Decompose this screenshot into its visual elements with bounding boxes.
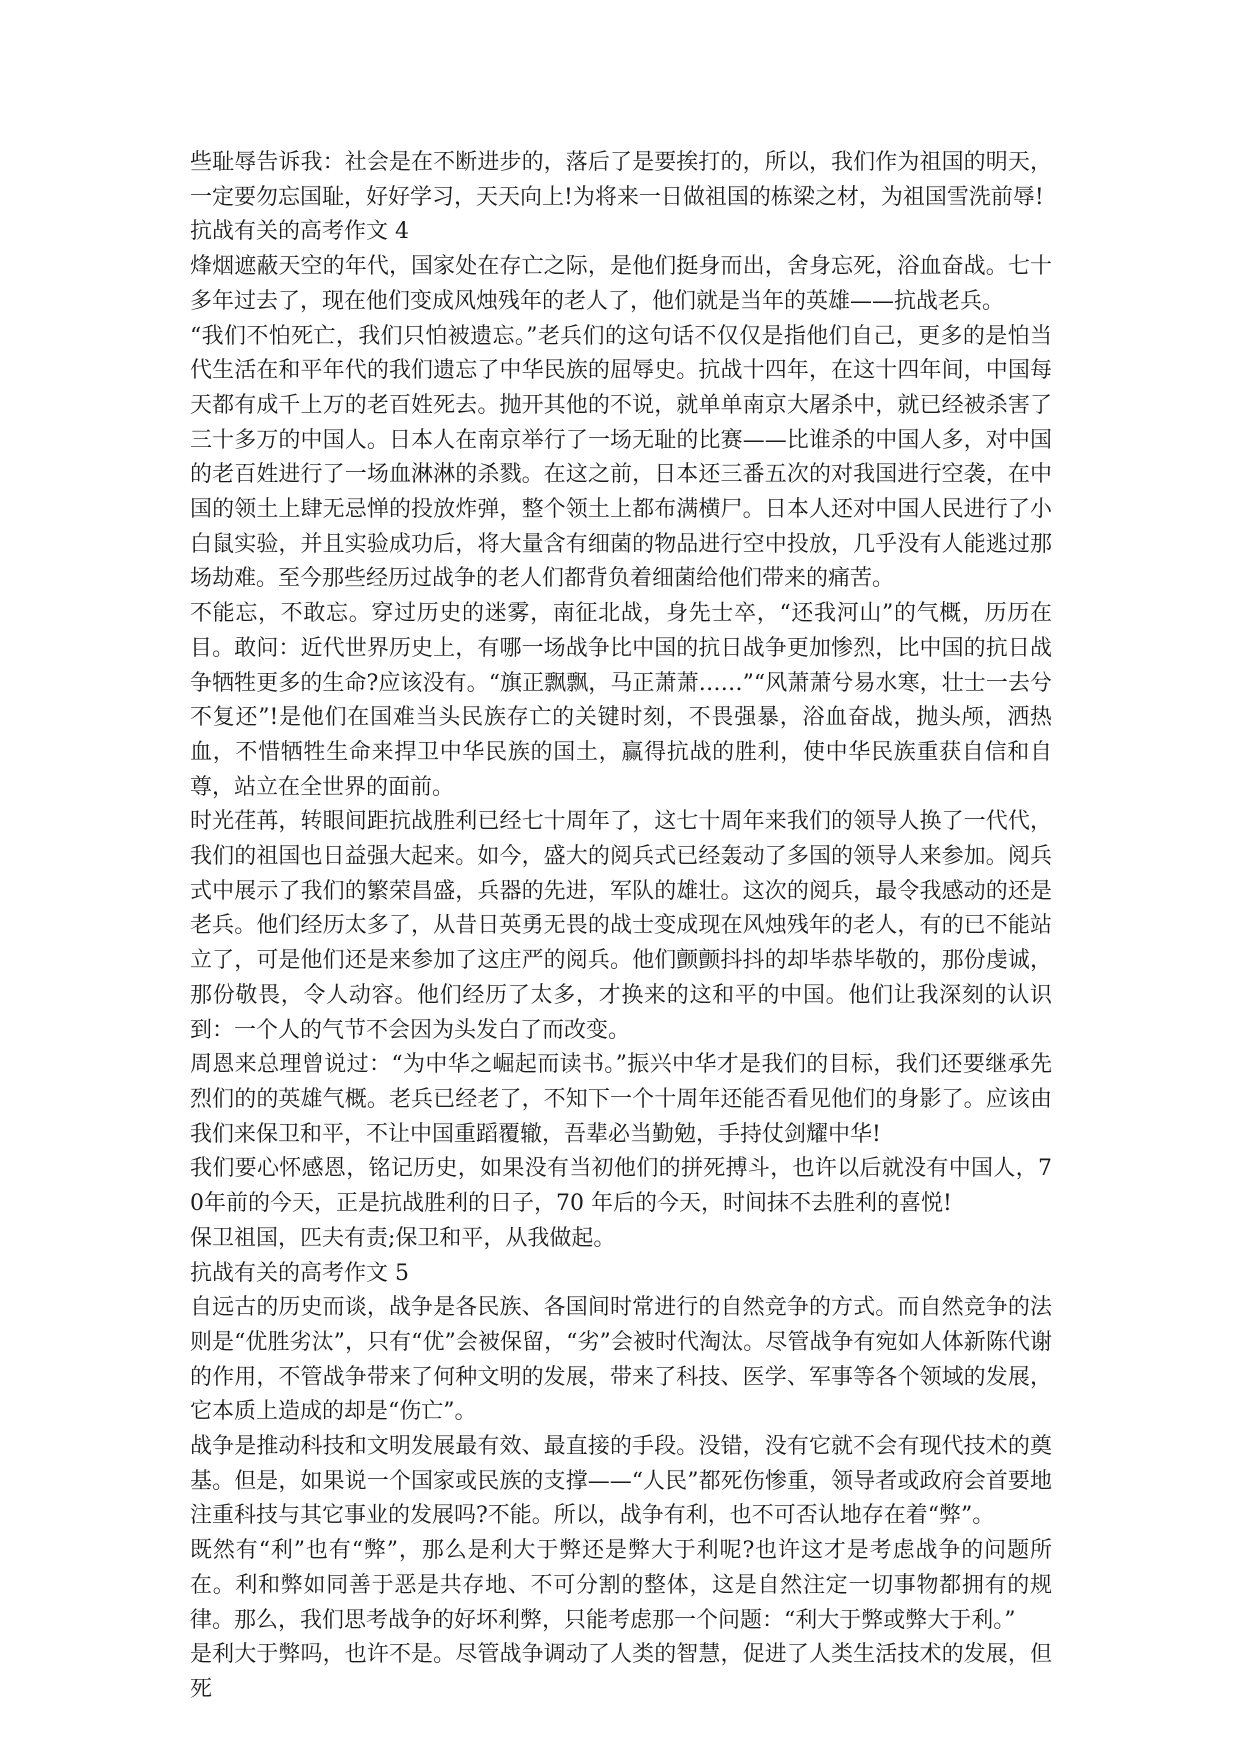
paragraph-3: “我们不怕死亡，我们只怕被遗忘。”老兵们的这句话不仅仅是指他们自己，更多的是怕当代生活在和平年代的我们遗忘了中华民族的屈辱史。抗战十四年，在这十四年间，中国每天都有成千上万的老百姓死去。抛开其他的不说，就单单南京大屠杀中，就已经被杀害了三十多万的中国人。日本人在南京举行了一场无耻的比赛——比谁杀的中国人多，对中国的老百姓进行了一场血淋淋的杀戮。在这之前，日本还三番五次的对我国进行空袭，在中国的领土上肆无忌惮的投放炸弹，整个领土上都布满横尸。日本人还对中国人民进行了小白鼠实验，并且实验成功后，将大量含有细菌的物品进行空中投放，几乎没有人能逃过那场劫难。至今那些经历过战争的老人们都背负着细菌给他们带来的痛苦。 [190,323,1052,592]
paragraph-10: 自远古的历史而谈，战争是各民族、各国间时常进行的自然竞争的方式。而自然竞争的法则是“优胜劣汰”，只有“优”会被保留，“劣”会被时代淘汰。尽管战争有宛如人体新陈代谢的作用，不管战争带来了何种文明的发展，带来了科技、医学、军事等各个领域的发展，它本质上造成的却是“伤亡”。 [190,1295,1052,1425]
document-page [190,146,1052,1708]
section-heading-5: 抗战有关的高考作文 5 [190,1260,409,1286]
section-heading-4: 抗战有关的高考作文 4 [190,219,409,245]
paragraph-11: 战争是推动科技和文明发展最有效、最直接的手段。没错，没有它就不会有现代技术的奠基。但是，如果说一个国家或民族的支撑——“人民”都死伤惨重，领导者或政府会首要地注重科技与其它事业的发展吗?不能。所以，战争有利，也不可否认地存在着“弊”。 [190,1434,1052,1529]
paragraph-4: 不能忘，不敢忘。穿过历史的迷雾，南征北战，身先士卒，“还我河山”的气概，历历在目。敢问：近代世界历史上，有哪一场战争比中国的抗日战争更加惨烈，比中国的抗日战争牺牲更多的生命?应该没有。“旗正飘飘，马正萧萧……”“风萧萧兮易水寒，壮士一去兮不复还”!是他们在国难当头民族存亡的关键时刻，不畏强暴，浴血奋战，抛头颅，洒热血，不惜牺牲生命来捍卫中华民族的国土，赢得抗战的胜利，使中华民族重获自信和自尊，站立在全世界的面前。 [190,601,1052,800]
paragraph-12: 既然有“利”也有“弊”，那么是利大于弊还是弊大于利呢?也许这才是考虑战争的问题所在。利和弊如同善于恶是共存地、不可分割的整体，这是自然注定一切事物都拥有的规律。那么，我们思考战争的好坏利弊，只能考虑那一个问题：“利大于弊或弊大于利。” [190,1538,1052,1633]
paragraph-7: 我们要心怀感恩，铭记历史，如果没有当初他们的拼死搏斗，也许以后就没有中国人，70年前的今天，正是抗战胜利的日子，70 年后的今天，时间抹不去胜利的喜悦! [190,1156,1052,1217]
paragraph-2: 烽烟遮蔽天空的年代，国家处在存亡之际，是他们挺身而出，舍身忘死，浴血奋战。七十多年过去了，现在他们变成风烛残年的老人了，他们就是当年的英雄——抗战老兵。 [190,254,1052,314]
paragraph-5: 时光荏苒，转眼间距抗战胜利已经七十周年了，这七十周年来我们的领导人换了一代代，我们的祖国也日益强大起来。如今，盛大的阅兵式已经轰动了多国的领导人来参加。阅兵式中展示了我们的繁荣昌盛，兵器的先进，军队的雄壮。这次的阅兵，最令我感动的还是老兵。他们经历太多了，从昔日英勇无畏的战士变成现在风烛残年的老人，有的已不能站立了，可是他们还是来参加了这庄严的阅兵。他们颤颤抖抖的却毕恭毕敬的，那份虔诚，那份敬畏，令人动容。他们经历了太多，才换来的这和平的中国。他们让我深刻的认识到：一个人的气节不会因为头发白了而改变。 [190,809,1052,1043]
paragraph-6: 周恩来总理曾说过：“为中华之崛起而读书。”振兴中华才是我们的目标，我们还要继承先烈们的的英雄气概。老兵已经老了，不知下一个十周年还能否看见他们的身影了。应该由我们来保卫和平，不让中国重蹈覆辙，吾辈必当勤勉，手持仗剑耀中华! [190,1052,1052,1147]
paragraph-0: 些耻辱告诉我：社会是在不断进步的，落后了是要挨打的，所以，我们作为祖国的明天，一定要勿忘国耻，好好学习，天天向上!为将来一日做祖国的栋梁之材，为祖国雪洗前辱! [190,150,1052,210]
paragraph-8: 保卫祖国，匹夫有责;保卫和平，从我做起。 [190,1225,616,1251]
paragraph-13: 是利大于弊吗，也许不是。尽管战争调动了人类的智慧，促进了人类生活技术的发展，但死 [190,1642,1052,1702]
